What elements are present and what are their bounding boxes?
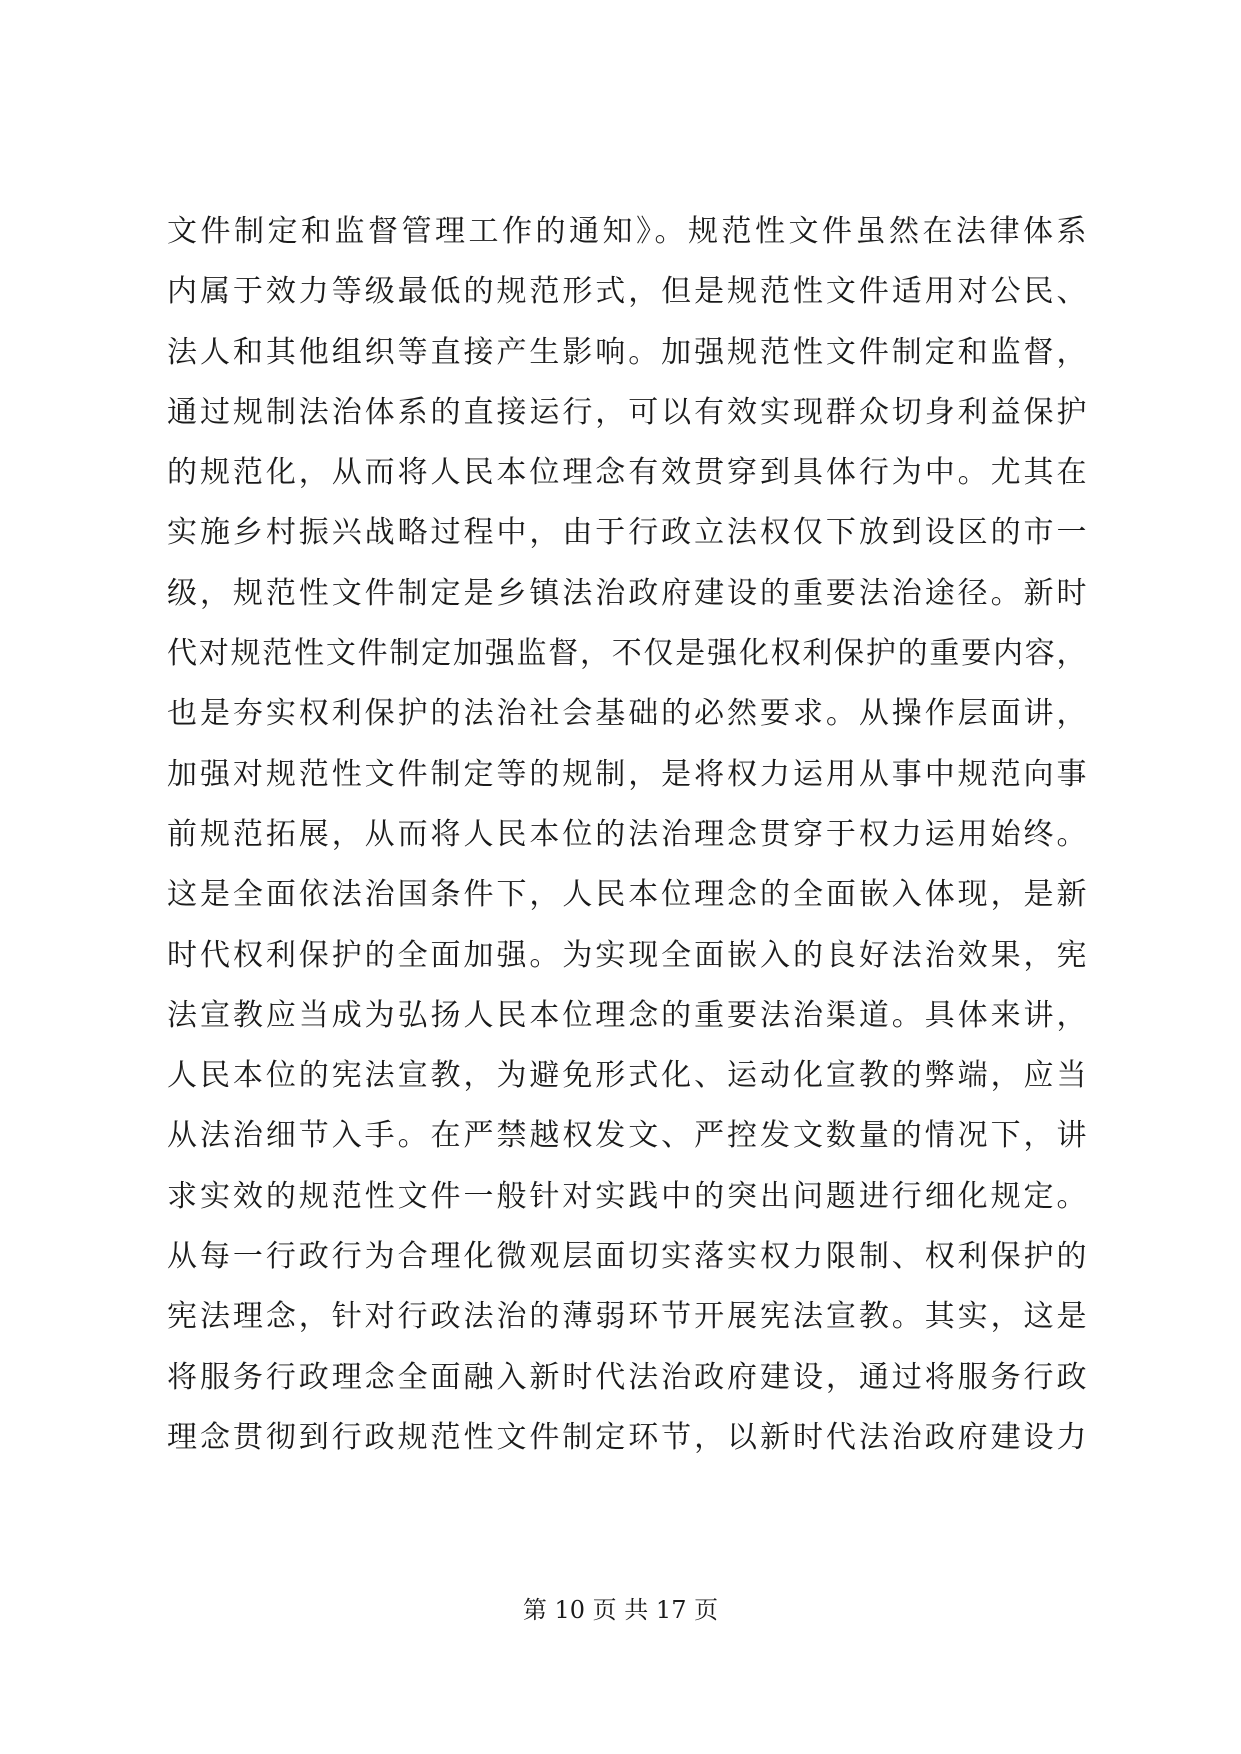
text-line: 级，规范性文件制定是乡镇法治政府建设的重要法治途径。新时 bbox=[167, 575, 1087, 611]
text-line: 人民本位的宪法宣教，为避免形式化、运动化宣教的弊端，应当 bbox=[167, 1058, 1087, 1094]
text-line: 宪法理念，针对行政法治的薄弱环节开展宪法宣教。其实，这是 bbox=[167, 1299, 1087, 1335]
text-line: 文件制定和监督管理工作的通知》。规范性文件虽然在法律体系 bbox=[167, 214, 1087, 249]
page-number-footer: 第 10 页 共 17 页 bbox=[522, 1596, 719, 1624]
text-line: 前规范拓展，从而将人民本位的法治理念贯穿于权力运用始终。 bbox=[167, 816, 1087, 852]
text-line: 法人和其他组织等直接产生影响。加强规范性文件制定和监督， bbox=[167, 334, 1087, 370]
text-line: 时代权利保护的全面加强。为实现全面嵌入的良好法治效果，宪 bbox=[167, 937, 1087, 973]
text-line: 理念贯彻到行政规范性文件制定环节，以新时代法治政府建设力 bbox=[167, 1419, 1087, 1455]
text-line: 从每一行政行为合理化微观层面切实落实权力限制、权利保护的 bbox=[167, 1239, 1087, 1275]
text-line: 也是夯实权利保护的法治社会基础的必然要求。从操作层面讲， bbox=[167, 696, 1087, 732]
body-text bbox=[167, 202, 1087, 1468]
text-line: 从法治细节入手。在严禁越权发文、严控发文数量的情况下，讲 bbox=[167, 1118, 1087, 1154]
text-line: 代对规范性文件制定加强监督，不仅是强化权利保护的重要内容， bbox=[167, 636, 1087, 672]
text-line: 的规范化，从而将人民本位理念有效贯穿到具体行为中。尤其在 bbox=[167, 455, 1087, 491]
text-line: 法宣教应当成为弘扬人民本位理念的重要法治渠道。具体来讲， bbox=[167, 997, 1087, 1033]
text-line: 内属于效力等级最低的规范形式，但是规范性文件适用对公民、 bbox=[167, 274, 1087, 310]
text-line: 将服务行政理念全面融入新时代法治政府建设，通过将服务行政 bbox=[167, 1359, 1087, 1395]
text-line: 求实效的规范性文件一般针对实践中的突出问题进行细化规定。 bbox=[167, 1178, 1087, 1214]
text-line: 实施乡村振兴战略过程中，由于行政立法权仅下放到设区的市一 bbox=[167, 515, 1087, 551]
text-line: 加强对规范性文件制定等的规制，是将权力运用从事中规范向事 bbox=[167, 756, 1087, 792]
text-line: 这是全面依法治国条件下，人民本位理念的全面嵌入体现，是新 bbox=[167, 877, 1087, 913]
text-line: 通过规制法治体系的直接运行，可以有效实现群众切身利益保护 bbox=[167, 394, 1087, 430]
